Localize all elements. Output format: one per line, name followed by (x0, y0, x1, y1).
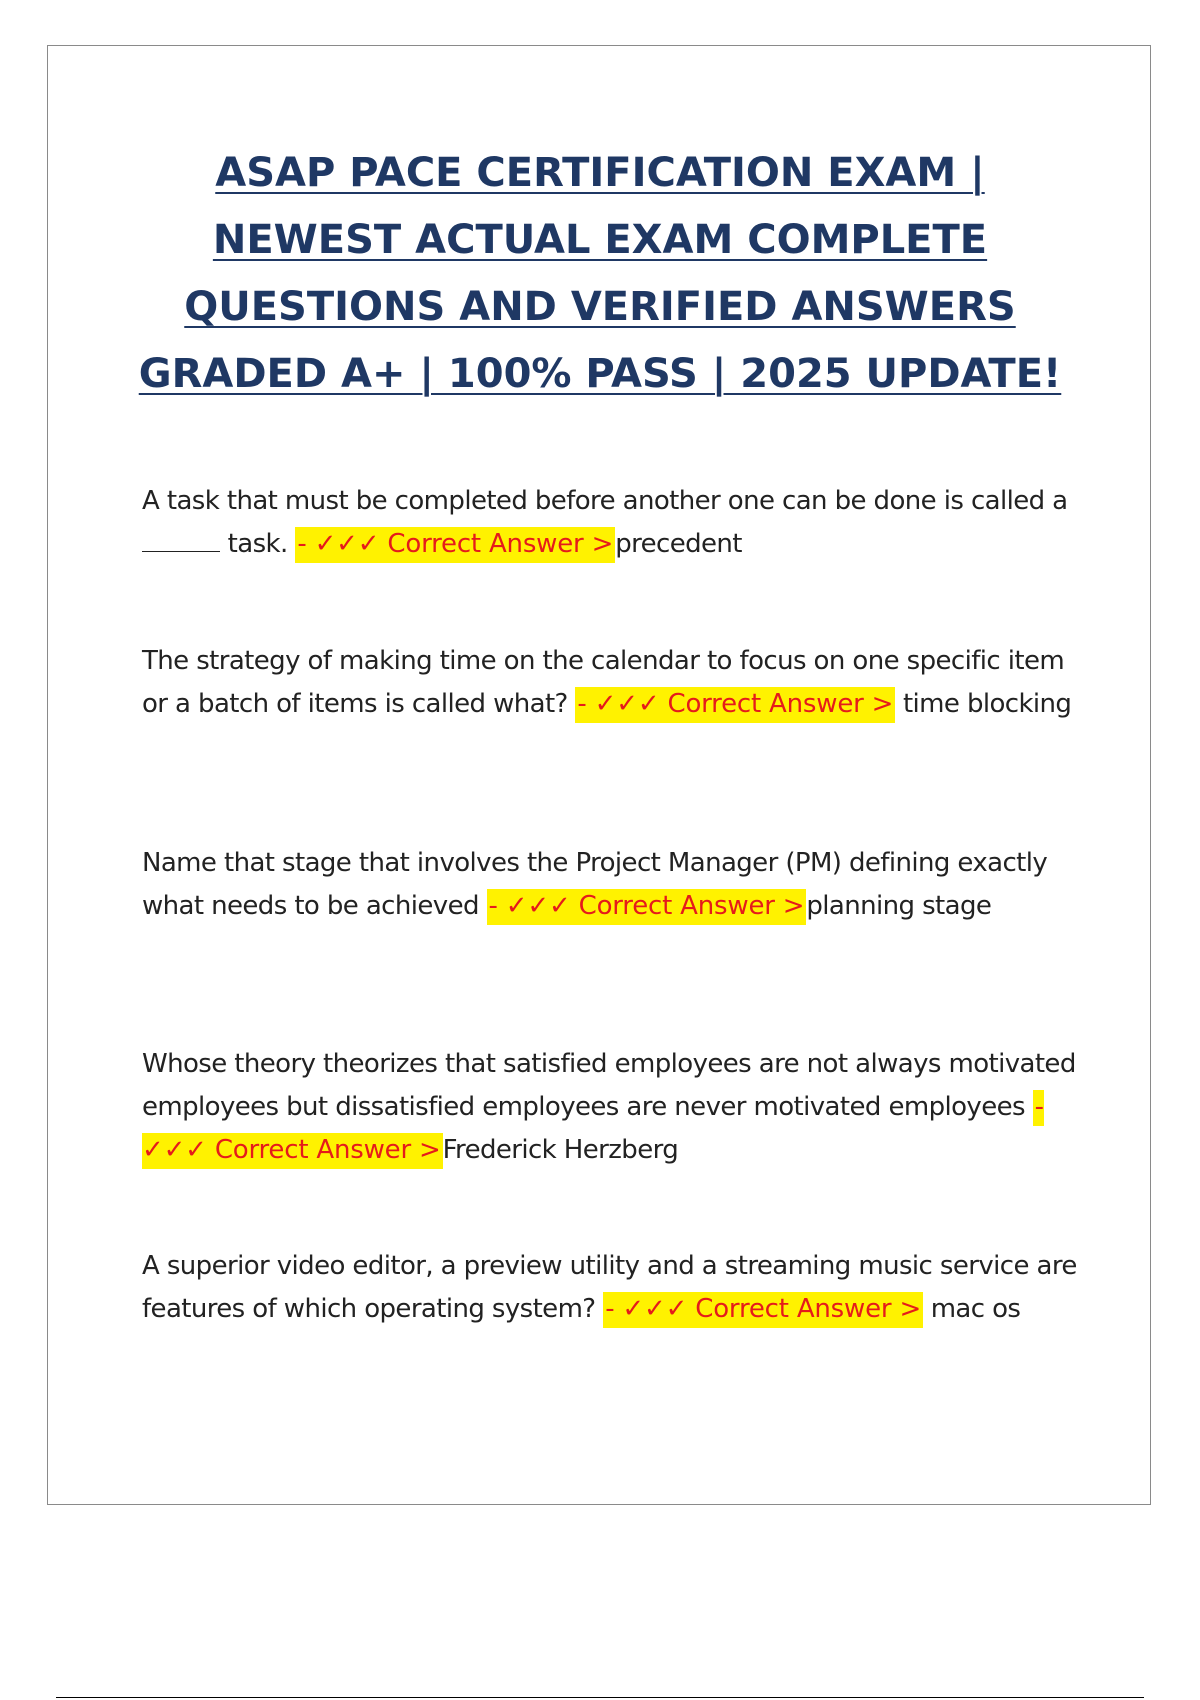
question-text: A superior video editor, a preview utility and a streaming music service are features of which operating system? (142, 1251, 1077, 1324)
question-item-4 (142, 1043, 1082, 1172)
question-item-1 (142, 480, 1082, 566)
correct-answer-marker: - ✓✓✓ Correct Answer > (603, 1292, 923, 1328)
answer-text: Frederick Herzberg (442, 1135, 679, 1165)
fill-in-blank (142, 529, 220, 552)
question-text: Whose theory theorizes that satisfied employees are not always motivated employees but dissatisfied employees are never motivated employees (142, 1049, 1076, 1122)
answer-text: precedent (615, 529, 742, 559)
answer-text: time blocking (902, 689, 1072, 719)
correct-answer-marker: - ✓✓✓ Correct Answer > (575, 687, 895, 723)
question-text: Name that stage that involves the Project Manager (PM) defining exactly what needs to be achieved (142, 848, 1048, 921)
question-item-5 (142, 1245, 1082, 1331)
correct-answer-marker: - ✓✓✓ Correct Answer > (487, 889, 807, 925)
answer-text: planning stage (806, 891, 992, 921)
question-text: The strategy of making time on the calendar to focus on one specific item or a batch of items is called what? (142, 646, 1065, 719)
answer-text: mac os (930, 1294, 1021, 1324)
footer-rule (56, 1697, 1144, 1698)
question-text-continued: task. (227, 529, 288, 559)
question-item-3 (142, 842, 1082, 928)
title-line-4: GRADED A+ | 100% PASS | 2025 UPDATE! (138, 351, 1062, 397)
question-item-2 (142, 640, 1082, 726)
document-title (100, 140, 1100, 408)
question-text: A task that must be completed before another one can be done is called a (142, 486, 1068, 516)
title-line-1: ASAP PACE CERTIFICATION EXAM | (215, 150, 985, 196)
correct-answer-marker: - ✓✓✓ Correct Answer > (295, 527, 615, 563)
correct-answer-marker: - ✓✓✓ Correct Answer > (142, 1090, 1044, 1169)
title-line-3: QUESTIONS AND VERIFIED ANSWERS (184, 284, 1016, 330)
title-line-2: NEWEST ACTUAL EXAM COMPLETE (212, 217, 988, 263)
